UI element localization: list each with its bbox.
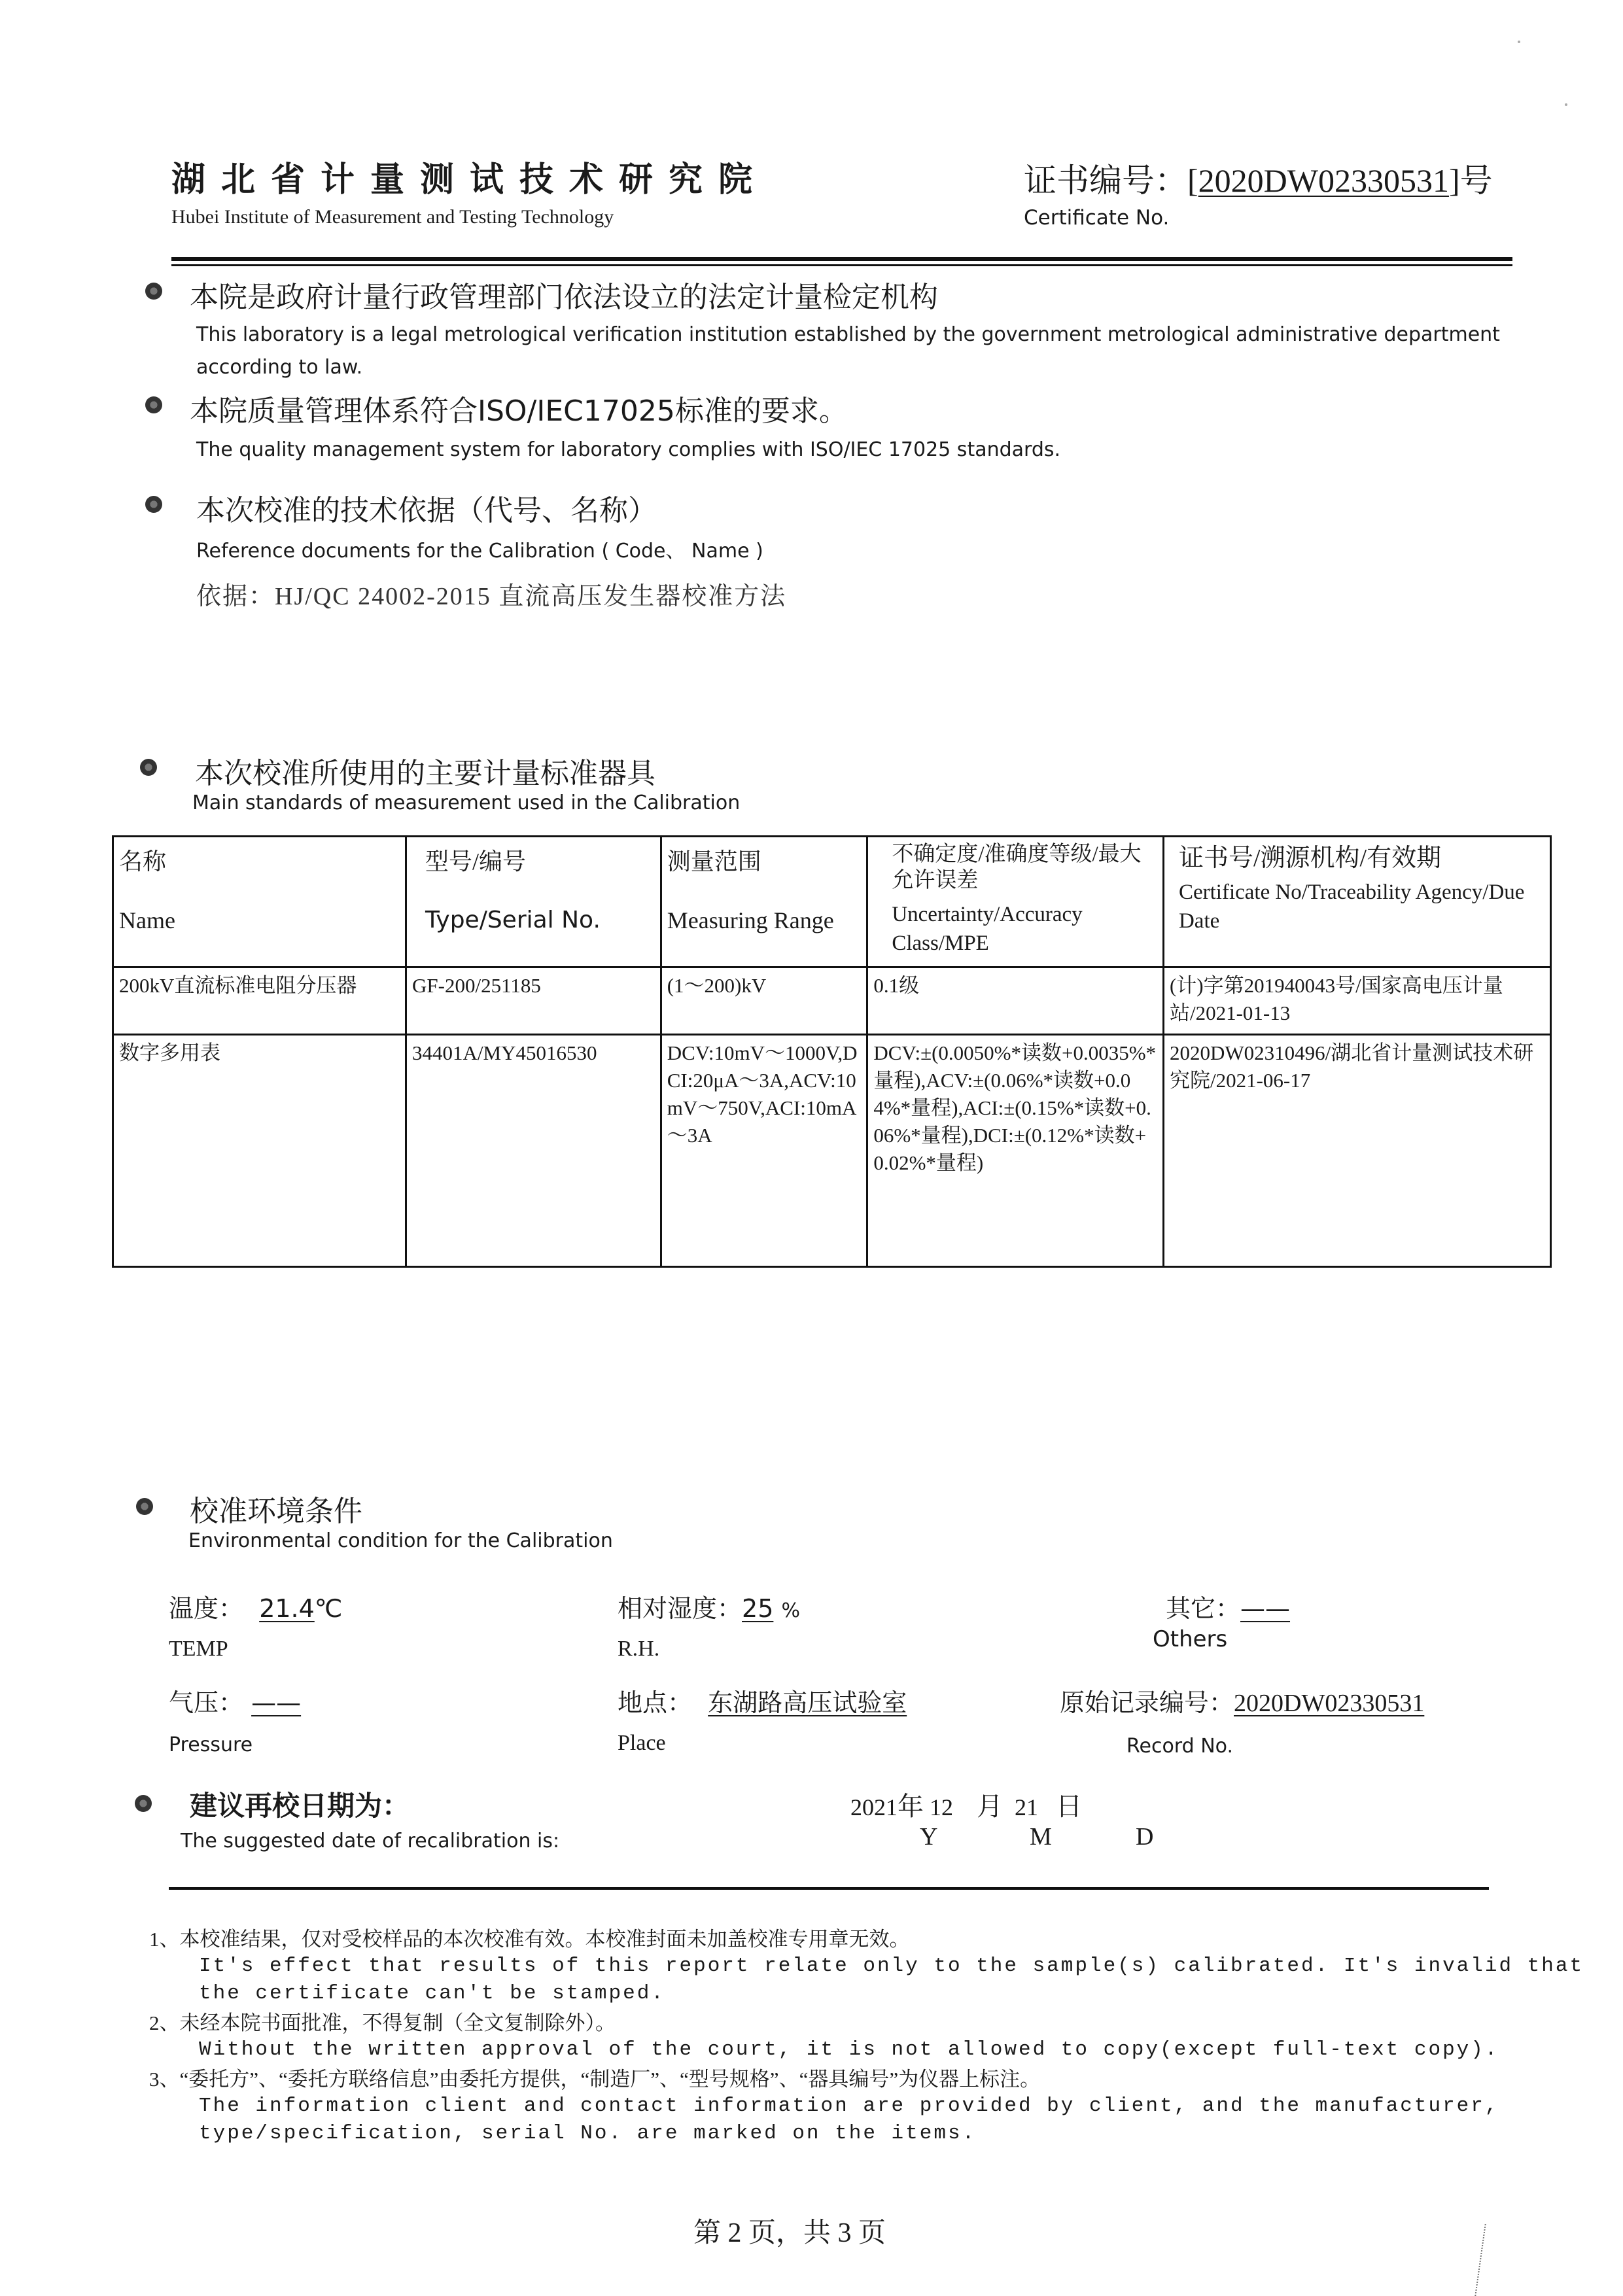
recalibration-day: 21 <box>1015 1794 1038 1820</box>
statement-quality-en: The quality management system for laboratory complies with ISO/IEC 17025 standards. <box>196 438 1061 461</box>
cell-type-serial: GF-200/251185 <box>406 967 661 1035</box>
temperature-field <box>169 1588 342 1624</box>
bullet-icon <box>140 759 157 776</box>
statement-legal-en-line1: This laboratory is a legal metrological verification institution established by the government metrological administrative department <box>196 323 1500 346</box>
recalibration-year: 2021 <box>850 1794 898 1820</box>
month-label: M <box>1030 1823 1052 1851</box>
statement-legal-en-line2: according to law. <box>196 356 363 379</box>
certificate-bracket-close: ]号 <box>1448 162 1493 199</box>
scan-speck <box>1565 103 1567 106</box>
place-value: 东湖路高压试验室 <box>708 1690 907 1717</box>
month-suffix: 月 <box>977 1792 1003 1821</box>
organization-name-en: Hubei Institute of Measurement and Testing Technology <box>171 206 614 228</box>
note-1-cn: 1、本校准结果，仅对受校样品的本次校准有效。本校准封面未加盖校准专用章无效。 <box>149 1928 910 1951</box>
year-suffix: 年 <box>898 1792 924 1821</box>
bullet-icon <box>145 496 162 513</box>
note-2-cn: 2、未经本院书面批准，不得复制（全文复制除外）。 <box>149 2011 616 2034</box>
cell-range: DCV:10mV～1000V,DCI:20μA～3A,ACV:10mV～750V,ACI:10mA～3A <box>661 1035 867 1267</box>
note-1-en-line2: the certificate can't be stamped. <box>199 1982 665 2005</box>
table-row <box>113 967 1551 1035</box>
column-header-cn: 不确定度/准确度等级/最大允许误差 <box>892 843 1142 892</box>
column-header-cn: 名称 <box>119 848 167 875</box>
note-3-cn: 3、“委托方”、“委托方联络信息”由委托方提供，“制造厂”、“型号规格”、“器具编号”为仪器上标注。 <box>149 2068 1041 2091</box>
pressure-value: —— <box>251 1688 302 1717</box>
cell-certificate: 2020DW02310496/湖北省计量测试技术研究院/2021-06-17 <box>1163 1035 1550 1267</box>
humidity-value: 25 <box>742 1594 774 1623</box>
record-label: 原始记录编号： <box>1060 1688 1234 1717</box>
cell-accuracy: 0.1级 <box>867 967 1164 1035</box>
certificate-label-cn: 证书编号： <box>1024 162 1187 199</box>
column-header-en: Measuring Range <box>667 907 834 933</box>
column-header-cn: 型号/编号 <box>425 848 527 875</box>
column-header-cn: 证书号/溯源机构/有效期 <box>1178 844 1442 872</box>
cell-certificate: (计)字第201940043号/国家高电压计量站/2021-01-13 <box>1163 967 1550 1035</box>
reference-title-en: Reference documents for the Calibration ( Code、 Name ) <box>196 540 763 563</box>
header-divider <box>171 257 1512 266</box>
humidity-label: 相对湿度： <box>618 1594 742 1623</box>
others-value: —— <box>1240 1594 1291 1623</box>
scan-speck <box>1518 41 1520 43</box>
cell-name: 200kV直流标准电阻分压器 <box>113 967 406 1035</box>
column-header-range <box>661 837 867 967</box>
note-2-en-line1: Without the written approval of the court, it is not allowed to copy(except full-text copy). <box>199 2038 1499 2061</box>
column-header-en: Name <box>119 907 175 933</box>
temperature-unit: ℃ <box>314 1594 343 1623</box>
cell-range: (1～200)kV <box>661 967 867 1035</box>
column-header-type <box>406 837 661 967</box>
day-suffix: 日 <box>1056 1792 1082 1821</box>
recalibration-month: 12 <box>930 1794 953 1820</box>
reference-title-cn: 本次校准的技术依据（代号、名称） <box>196 494 657 527</box>
note-3-en-line2: type/specification, serial No. are marked on the items. <box>199 2122 977 2145</box>
recalibration-title-en: The suggested date of recalibration is: <box>181 1830 560 1852</box>
cell-name: 数字多用表 <box>113 1035 406 1267</box>
standards-title-cn: 本次校准所使用的主要计量标准器具 <box>195 757 655 790</box>
cell-type-serial: 34401A/MY45016530 <box>406 1035 661 1267</box>
bullet-icon <box>145 396 162 413</box>
table-header-row <box>113 837 1551 967</box>
humidity-label-en: R.H. <box>618 1637 660 1661</box>
certificate-label-en: Certificate No. <box>1024 206 1170 230</box>
temperature-value: 21.4 <box>259 1594 315 1623</box>
column-header-certificate <box>1163 837 1550 967</box>
recalibration-date <box>850 1786 1082 1823</box>
pressure-label: 气压： <box>169 1688 244 1717</box>
organization-name-cn: 湖北省计量测试技术研究院 <box>171 162 769 199</box>
day-label: D <box>1136 1823 1154 1851</box>
humidity-field <box>618 1588 800 1624</box>
column-header-accuracy <box>867 837 1164 967</box>
certificate-bracket-open: [ <box>1187 162 1198 199</box>
column-header-name <box>113 837 406 967</box>
certificate-number <box>1024 154 1493 201</box>
year-label: Y <box>920 1823 938 1851</box>
page-number: 第 2 页，共 3 页 <box>693 2218 886 2248</box>
place-label-en: Place <box>618 1731 666 1755</box>
cell-accuracy: DCV:±(0.0050%*读数+0.0035%*量程),ACV:±(0.06%*读数+0.04%*量程),ACI:±(0.15%*读数+0.06%*量程),DCI:±(0.12%*读数+0.02%*量程) <box>867 1035 1164 1267</box>
statement-quality-cn: 本院质量管理体系符合ISO/IEC17025标准的要求。 <box>190 394 848 428</box>
scan-mark <box>1475 2224 1499 2296</box>
standards-table <box>112 835 1552 1268</box>
column-header-en: Type/Serial No. <box>425 907 601 933</box>
record-value: 2020DW02330531 <box>1234 1690 1425 1717</box>
recalibration-title-cn: 建议再校日期为： <box>190 1790 410 1822</box>
column-header-cn: 测量范围 <box>667 848 761 875</box>
others-label: 其它： <box>1166 1594 1241 1623</box>
bullet-icon <box>135 1795 152 1812</box>
pressure-field <box>169 1682 301 1718</box>
pressure-label-en: Pressure <box>169 1733 253 1756</box>
standards-title-en: Main standards of measurement used in the Calibration <box>192 791 741 814</box>
certificate-number-value: 2020DW02330531 <box>1198 162 1449 199</box>
temperature-label: 温度： <box>169 1594 244 1623</box>
others-field <box>1166 1588 1290 1624</box>
notes-divider <box>169 1887 1489 1890</box>
statement-legal-cn: 本院是政府计量行政管理部门依法设立的法定计量检定机构 <box>190 281 938 314</box>
place-field <box>618 1682 907 1718</box>
temperature-label-en: TEMP <box>169 1637 228 1661</box>
place-label: 地点： <box>618 1688 693 1717</box>
environment-title-en: Environmental condition for the Calibration <box>188 1529 613 1552</box>
note-1-en-line1: It's effect that results of this report relate only to the sample(s) calibrated. It's invalid that <box>199 1955 1584 1977</box>
others-label-en: Others <box>1153 1626 1228 1652</box>
table-row <box>113 1035 1551 1267</box>
column-header-en: Certificate No/Traceability Agency/Due Date <box>1178 880 1525 933</box>
record-field <box>1060 1682 1424 1718</box>
environment-title-cn: 校准环境条件 <box>190 1495 362 1528</box>
humidity-unit: % <box>781 1599 800 1622</box>
record-label-en: Record No. <box>1126 1735 1233 1758</box>
column-header-en: Uncertainty/Accuracy Class/MPE <box>892 903 1083 955</box>
note-3-en-line1: The information client and contact information are provided by client, and the manufacturer, <box>199 2095 1499 2117</box>
reference-basis: 依据：HJ/QC 24002-2015 直流高压发生器校准方法 <box>196 583 787 610</box>
bullet-icon <box>136 1498 153 1515</box>
bullet-icon <box>145 283 162 300</box>
